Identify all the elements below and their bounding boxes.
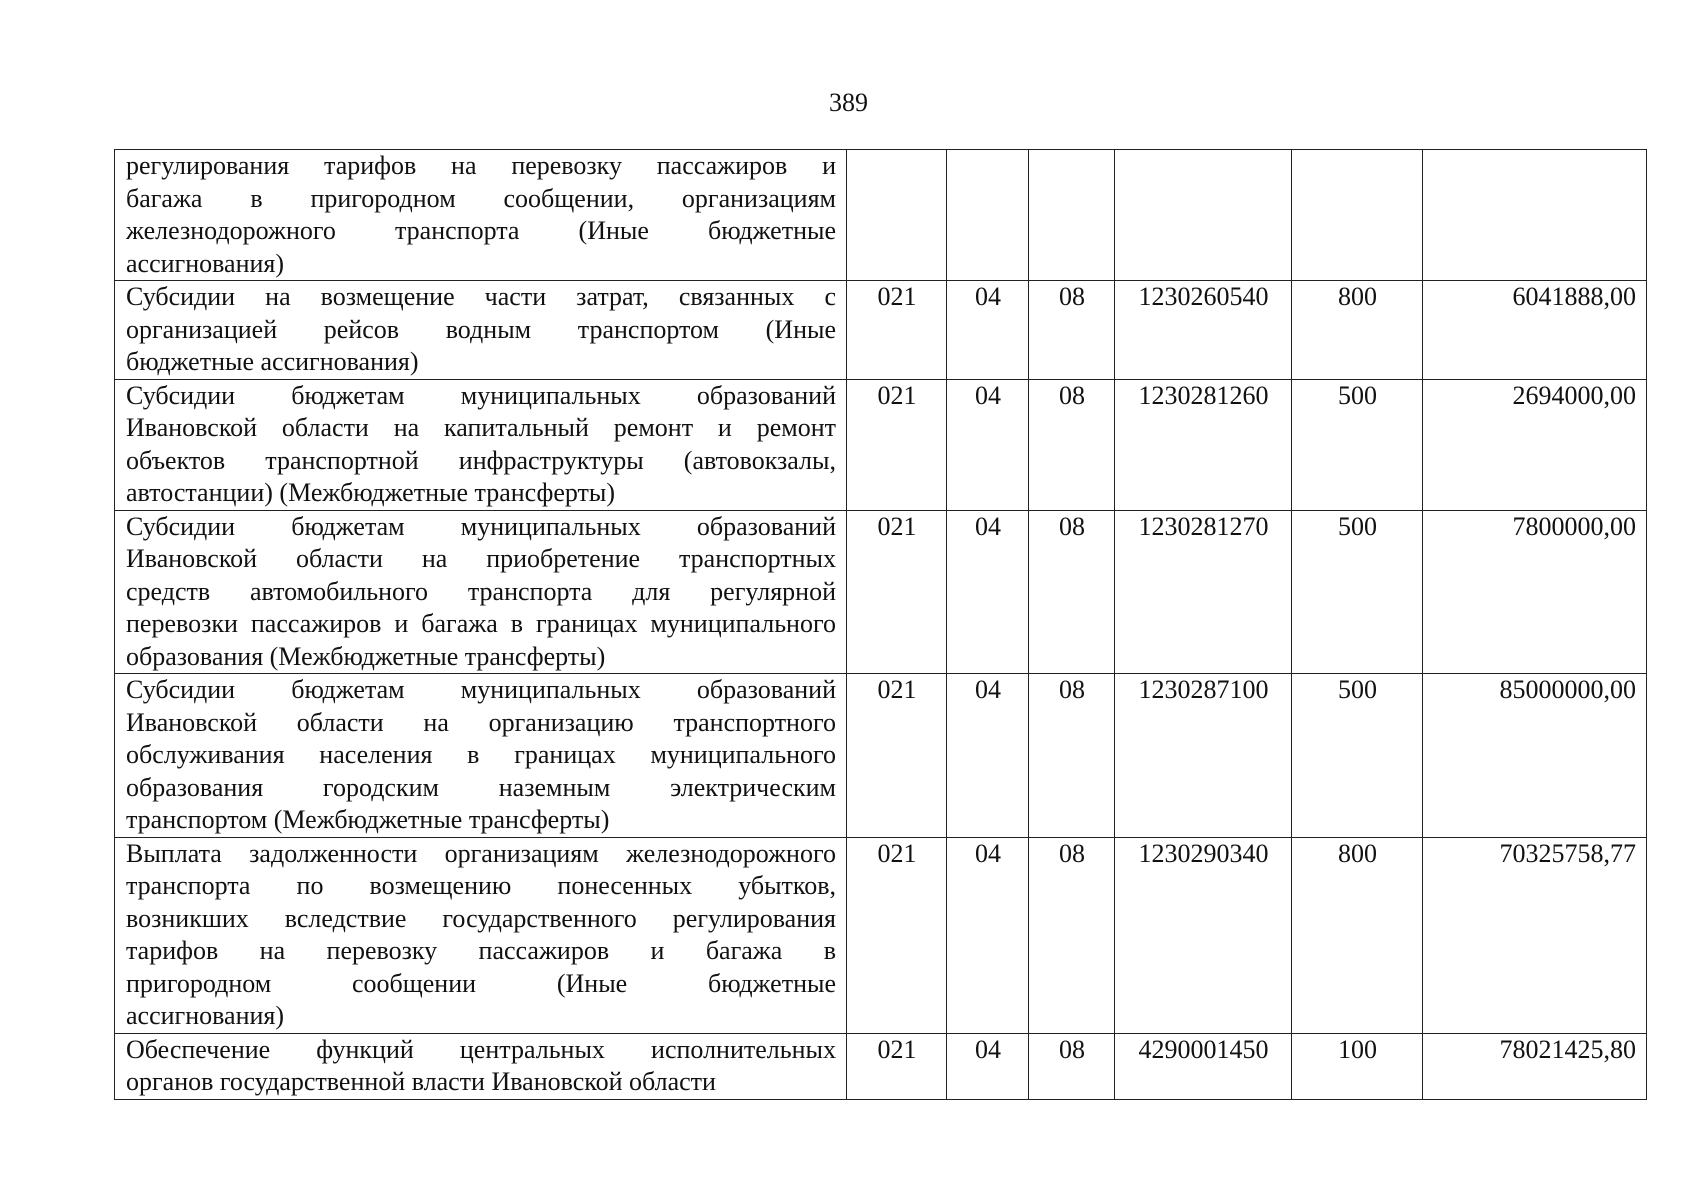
amount-cell: 6041888,00: [1423, 281, 1647, 380]
budget-table: [114, 149, 1647, 1100]
ministry-code-cell: 021: [847, 674, 947, 838]
description-line: органов государственной власти Ивановской области: [126, 1067, 716, 1096]
description-line: организацией рейсов водным транспортом (Иные: [126, 314, 836, 344]
ministry-code-cell: 021: [847, 281, 947, 380]
target-article-cell: 1230281260: [1115, 379, 1292, 510]
subsection-code-cell: 08: [1029, 1033, 1115, 1099]
description-line: образования (Межбюджетные трансферты): [126, 641, 606, 671]
description-line: Обеспечение функций центральных исполнительных: [126, 1034, 836, 1064]
expense-type-cell: 800: [1292, 837, 1423, 1033]
expense-type-cell: 500: [1292, 379, 1423, 510]
budget-table-body: [115, 150, 1647, 1100]
section-code-cell: 04: [947, 510, 1029, 674]
amount-cell: 85000000,00: [1423, 674, 1647, 838]
expense-type-cell: 100: [1292, 1033, 1423, 1099]
expense-type-cell: [1292, 150, 1423, 281]
ministry-code-cell: [847, 150, 947, 281]
section-code-cell: 04: [947, 837, 1029, 1033]
description-line: тарифов на перевозку пассажиров и багажа в: [126, 936, 836, 965]
target-article-cell: 1230281270: [1115, 510, 1292, 674]
description-line: объектов транспортной инфраструктуры (автовокзалы,: [126, 445, 836, 475]
subsection-code-cell: 08: [1029, 674, 1115, 838]
ministry-code-cell: 021: [847, 510, 947, 674]
target-article-cell: [1115, 150, 1292, 281]
table-row: [115, 837, 1647, 1033]
ministry-code-cell: 021: [847, 1033, 947, 1099]
description-line: транспортом (Межбюджетные трансферты): [126, 805, 610, 834]
section-code-cell: 04: [947, 674, 1029, 838]
row-description: [115, 1033, 847, 1099]
description-line: Субсидии на возмещение части затрат, связанных с: [126, 282, 836, 311]
description-line: Субсидии бюджетам муниципальных образований: [126, 380, 836, 410]
row-description: [115, 379, 847, 510]
description-line: бюджетные ассигнования): [126, 347, 419, 376]
row-description: [115, 837, 847, 1033]
page-number: 389: [829, 88, 868, 117]
subsection-code-cell: 08: [1029, 510, 1115, 674]
description-line: регулирования тарифов на перевозку пассажиров и: [126, 151, 836, 180]
row-description: [115, 674, 847, 838]
subsection-code-cell: 08: [1029, 281, 1115, 380]
description-line: средств автомобильного транспорта для регулярной: [126, 576, 836, 606]
description-line: железнодорожного транспорта (Иные бюджетные: [126, 216, 836, 245]
description-line: Ивановской области на организацию транспортного: [126, 707, 836, 737]
target-article-cell: 1230260540: [1115, 281, 1292, 380]
description-line: Субсидии бюджетам муниципальных образований: [126, 675, 836, 704]
subsection-code-cell: 08: [1029, 837, 1115, 1033]
target-article-cell: 1230290340: [1115, 837, 1292, 1033]
amount-cell: [1423, 150, 1647, 281]
amount-cell: 78021425,80: [1423, 1033, 1647, 1099]
target-article-cell: 4290001450: [1115, 1033, 1292, 1099]
expense-type-cell: 500: [1292, 510, 1423, 674]
section-code-cell: 04: [947, 281, 1029, 380]
description-line: Ивановской области на приобретение транспортных: [126, 544, 836, 573]
section-code-cell: 04: [947, 1033, 1029, 1099]
ministry-code-cell: 021: [847, 837, 947, 1033]
description-line: пригородном сообщении (Иные бюджетные: [126, 968, 836, 998]
row-description: [115, 510, 847, 674]
description-line: Субсидии бюджетам муниципальных образований: [126, 511, 836, 541]
row-description: [115, 281, 847, 380]
amount-cell: 70325758,77: [1423, 837, 1647, 1033]
table-row: [115, 510, 1647, 674]
table-row: [115, 674, 1647, 838]
section-code-cell: 04: [947, 379, 1029, 510]
description-line: транспорта по возмещению понесенных убытков,: [126, 871, 836, 900]
table-row: [115, 379, 1647, 510]
table-row: [115, 150, 1647, 281]
expense-type-cell: 800: [1292, 281, 1423, 380]
subsection-code-cell: 08: [1029, 379, 1115, 510]
amount-cell: 2694000,00: [1423, 379, 1647, 510]
target-article-cell: 1230287100: [1115, 674, 1292, 838]
description-line: образования городским наземным электрическим: [126, 772, 836, 802]
subsection-code-cell: [1029, 150, 1115, 281]
description-line: обслуживания населения в границах муниципального: [126, 740, 836, 769]
section-code-cell: [947, 150, 1029, 281]
expense-type-cell: 500: [1292, 674, 1423, 838]
description-line: ассигнования): [126, 248, 285, 278]
description-line: автостанции) (Межбюджетные трансферты): [126, 478, 616, 507]
table-row: [115, 281, 1647, 380]
description-line: ассигнования): [126, 1001, 285, 1030]
table-row: [115, 1033, 1647, 1099]
description-line: багажа в пригородном сообщении, организациям: [126, 183, 836, 213]
row-description: [115, 150, 847, 281]
amount-cell: 7800000,00: [1423, 510, 1647, 674]
description-line: перевозки пассажиров и багажа в границах муниципального: [126, 609, 836, 638]
description-line: Ивановской области на капитальный ремонт и ремонт: [126, 413, 836, 442]
description-line: возникших вследствие государственного регулирования: [126, 903, 836, 933]
ministry-code-cell: 021: [847, 379, 947, 510]
description-line: Выплата задолженности организациям железнодорожного: [126, 838, 836, 868]
